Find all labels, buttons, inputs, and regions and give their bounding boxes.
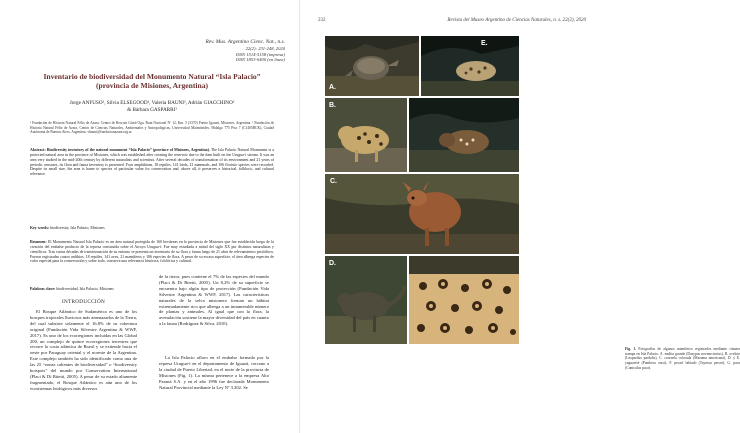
- photo-a-image: [325, 36, 419, 96]
- intro-heading: INTRODUCCIÓN: [61, 299, 106, 305]
- issn-online: ISSN 1853-0400 (en línea): [235, 57, 285, 63]
- right-page: [300, 0, 740, 433]
- photo-a-label: A.: [329, 84, 336, 91]
- keywords-label: Key words:: [30, 226, 50, 230]
- photo-c-image: [325, 174, 519, 254]
- resumen-text: El Monumento Natural Isla Palacio es un área natural protegida de 160 hectáreas en la provincia de Misiones que fue establecida luego de la creación del embalse producto de la represa construida sobre el Arroyo Urugua-í. Fue muy estudiada a mitad del siglo XX por distintos naturalistas y científicos. Tras varias décadas de transformación de su entorno se presenta un inventario de su flora y fauna luego de 21 años de relevamientos periódicos. Fueron registradas cuatro anfibios, 18 reptiles, 141 aves, 21 mamíferos y 106 especies de flora. A pesar de su escasa superficie, el área alberga especies de valor especial para la conservación y sobre todo, conserva una relevancia histórica, folclórica y cultural.: [30, 240, 274, 264]
- photo-jaguar-closeup: [409, 256, 519, 344]
- photo-b-label: B.: [329, 102, 336, 109]
- photo-d-image: [325, 256, 407, 344]
- photo-jaguar-image: [409, 256, 519, 344]
- authors-line-2: & Bárbara GASPARRI¹: [127, 106, 177, 113]
- keywords: [30, 226, 274, 231]
- photo-a-armadillo: [325, 36, 419, 96]
- authors-line-1: Jorge ANFUSO¹, Silvia ELSEGOOD¹, Valeria BAUNI², Adrián GIACCHINO²: [69, 100, 235, 106]
- caption-text: Fotografías de algunos mamíferos registrados mediante cámara trampa en Isla Palacio. A. mulita grande (Dasypus novemcinctus), B. ocelote (Leopardus pardalis), C. corzuela colorada (Mazama americana), D. y E. yaguareté (Panthera onca), F. pecarí labiado (Tayassu pecari), G. paca (Cuniculus paca).: [625, 347, 740, 370]
- issn-print: ISSN 1514-5158 (impresa): [235, 51, 285, 57]
- intro-column-2a: de la tierra, pues contiene el 7% de las especies del mundo (Placi & Di Bitetti, 2005). Un 8,2% de su superficie se encuentra bajo algún tipo de protección (Fundación Vida Silvestre Argentina & WWF, 2017). Las características naturales de la selva misionera forman un hábitat extremadamente rico que alberga a un innumerable número de plantas y animales. Al igual que con la flora, la avenulación sostiene la mayor diversidad del país en cuanto a la fauna (Rodríguez & Silva, 2010).: [159, 274, 269, 327]
- page-number: 232: [318, 18, 326, 23]
- photo-b-image: [325, 98, 407, 172]
- journal-volume: 22(2): 231-248, 2020: [245, 45, 285, 51]
- photo-d-jaguarundi: [325, 256, 407, 344]
- journal-title: Rev. Mus. Argentino Cienc. Nat., n.s.: [205, 39, 285, 45]
- photo-e-label: E.: [481, 40, 488, 47]
- intro-column-1: El Bosque Atlántico de Sudamérica es uno de los bosques tropicales lluviosos más amenazados de la Tierra, del cual subsiste solamente el 16,8% de su cobertura original (Fundación Vida Silvestre Argentina & WWF, 2017). Es uno de los ecorregiones incluidas en las Global 200, un complejo de quince ecorregiones terrestres que recorre la costa atlántica de Brasil y se extiende hacia el oeste por Paraguay oriental y el noreste de la Argentina. Este complejo también ha sido identificado como una de las 25 “zonas calientes de biodiversidad” o “biodiversity hotspots” del mundo por Conservation International (Placi & Di Bitetti, 2005). A pesar de su estado altamente fragmentado, el Bosque Atlántico es aún uno de los ecosistemas biológicos más diversos: [30, 309, 137, 391]
- photo-e-margay: [421, 36, 519, 96]
- photo-f-paca: [409, 98, 519, 172]
- article-title: Inventario de biodiversidad del Monumento Natural “Isla Palacio” (provincia de Misiones, Argentina): [43, 72, 261, 91]
- left-page: [0, 0, 300, 433]
- affiliations: ¹ Fundación de Historia Natural Félix de Azara. Centro de Rescate Güirá Oga. Ruta Nacional Nº 12, Km. 5 (3370) Puerto Iguazú, Misiones, Argentina. ² Fundación de Historia Natural Félix de Azara, Centro de Ciencias Naturales, Ambientales y Antropológicas, Universidad Maimónides. Hidalgo 775 Piso 7 (C1405BCK), Ciudad Autónoma de Buenos Aires, Argentina. vbauni@fundacionazara.org.ar: [30, 121, 274, 135]
- abstract-text: The Isla Palacio Natural Monument is a protected natural area in the province of Misiones, which was established after creating the reservoir due to the dam built on the Urugua-í stream. It was an area very studied in the mid-20th century by different naturalists and scientists. After several decades of transformation of its environment and 21 years of periodic censuses, its flora and fauna inventory is presented. Four amphibians, 18 reptiles, 141 birds, 21 mammals, and 106 floristic species were recorded. Despite its small size, the area is home to species of particular value for conservation and, above all, it preserves a historical, folkloric, and cultural relevance.: [30, 148, 274, 177]
- abstract: [30, 148, 274, 177]
- resumen-label: Resumen:: [30, 240, 47, 244]
- photo-b-ocelot: [325, 98, 407, 172]
- photo-f-image: [409, 98, 519, 172]
- figure-caption: [625, 347, 740, 371]
- abstract-title: Biodiversity inventory of the natural monument “Isla Palacio” (province of Misiones, Argentina).: [45, 148, 210, 152]
- abstract-label: Abstract:: [30, 148, 46, 152]
- photo-e-image: [421, 36, 519, 96]
- journal-header: Revista del Museo Argentino de Ciencias Naturales, n. s. 22(2), 2020: [447, 18, 586, 23]
- intro-column-2b: La Isla Palacio afloro en el embalse formado por la represa Urugua-í en el departamento de Iguazú, cercano a la ciudad de Puerto Libertad, en el norte de la provincia de Misiones (Fig. 1). La misma pertenece a la empresa Alto Paraná S.A. y en el año 1996 fue declarada Monumento Natural Provincial mediante la Ley Nº 3.302. Se: [159, 355, 269, 390]
- resumen: [30, 240, 274, 264]
- caption-label: Fig. 1.: [625, 347, 637, 351]
- photo-c-deer: [325, 174, 519, 254]
- palabras-text: biodiversidad, Isla Palacio, Misiones: [55, 287, 114, 291]
- photo-c-label: C.: [330, 178, 337, 185]
- authors: [30, 100, 274, 113]
- journal-reference: [135, 40, 285, 63]
- palabras-label: Palabras clave:: [30, 287, 56, 291]
- photo-d-label: D.: [329, 260, 336, 267]
- keywords-text: biodiversity, Isla Palacio, Misiones: [49, 226, 105, 230]
